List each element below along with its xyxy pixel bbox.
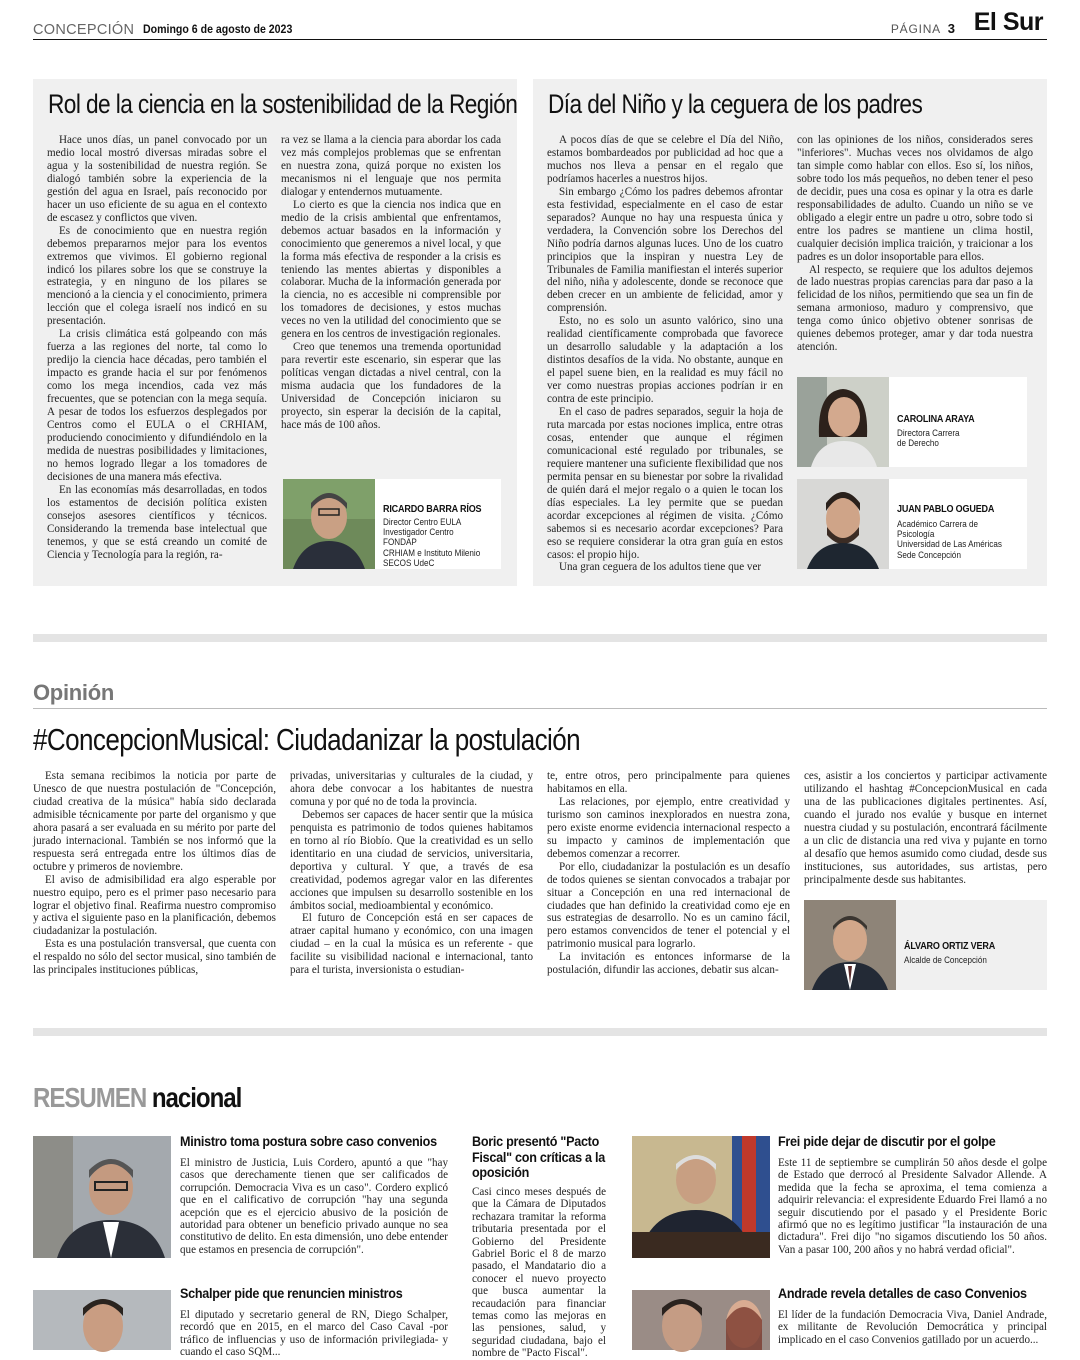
author-photo — [797, 479, 889, 569]
author-card — [804, 900, 1047, 990]
paragraph: Hace unos días, un panel convocado por un medio local mostró diversas miradas sobre el agua y la sostenibilidad de nuestra región. Se dialogó también sobre la experiencia de la gestión del agua en Israel, país reconocido por hacer un uso eficiente de su agua en el contexto de escasez y conflictos que viven. — [47, 134, 267, 224]
paragraph: El aviso de admisibilidad era algo esperable por nuestro equipo, pero es el primer paso necesario para lograr el objetivo final. Reafirma nuestro compromiso y activa el siguiente paso en la planificación, debemos ciudadanizar la postulación. — [33, 873, 276, 938]
paragraph: Una gran ceguera de los adultos tiene que ver — [559, 561, 762, 574]
author-photo — [283, 479, 375, 569]
section-divider — [33, 634, 1047, 642]
paragraph: El futuro de Concepción está en ser capaces de atraer capital humano y económico, con una imagen ciudad – en la cual la música es un referente - que facilite su visibilidad nacional e internacional, tanto para el turista, inversionista o estudian- — [290, 912, 533, 977]
paragraph: En las economías más desarrolladas, en todos los estamentos de decisión política existen consejos asesores científicos y técnicos. Considerando la tremenda base intelectual que tenemos, y que se está creando un comité de Ciencia y Tecnología para la región, ra- — [47, 483, 267, 561]
section-divider — [33, 1028, 1047, 1036]
edition-date: Domingo 6 de agosto de 2023 — [143, 24, 293, 36]
author-name: CAROLINA ARAYA — [897, 413, 975, 425]
news-photo — [632, 1136, 770, 1258]
paragraph: A pocos días de que se celebre el Día del Niño, estamos bombardeados por publicidad ad hoc que a muchos nos lleva a pensar en el regalo que podríamos hacerles a nuestros hijos. — [547, 134, 783, 185]
paragraph: Sin embargo ¿Cómo los padres debemos afrontar esta festividad, especialmente en el caso de estar separados? Aunque no hay una respuesta única y verdadera, la Convención sobre los Derechos del Niño podría darnos algunas luces. Uno de los cuatro principios que la inspiran y nuestra Ley de Tribunales de Familia manifiestan el interés superior del niño, niña y adolescente, donde se reconoce que deben crecer en un ambiente de felicidad, amor y comprensión. — [547, 185, 783, 315]
article-column-2 — [281, 134, 501, 464]
opinion-column-3 — [547, 770, 790, 992]
opinion-underline — [33, 708, 1047, 709]
opinion-column-4 — [804, 770, 1047, 900]
paragraph: Es de conocimiento que en nuestra región debemos prepararnos mejor para los eventos extremos que vivimos. El gobierno regional indicó los pilares sobre los que se construye la estrategia, y en ninguno de los pilares se mencionó a la ciencia y el conocimiento, primera lección que el colega israelí nos indicó en su presentación. — [47, 224, 267, 328]
author-role: Directora Carrera de Derecho — [897, 428, 960, 449]
paragraph: con las opiniones de los niños, considerados seres "inferiores". Muchas veces nos olvidamos de algo tan simple como hablar con ellos. Eso sí, los niños, sobre todo los más pequeños, no deben tener el peso de decidir, pues una cosa es opinar y la otra es darle responsabilidades de adulto. Cuando un niño se ve obligado a elegir entre un padre u otro, sobre todo si entre los padres se mantiene un clima hostil, cualquier decisión implica traición, y traicionar a los padres es un dolor insoportable para ellos. — [797, 134, 1033, 263]
author-name: ÁLVARO ORTIZ VERA — [904, 940, 996, 952]
newspaper-logo: El Sur — [973, 8, 1043, 36]
paragraph: La invitación es entonces informarse de la postulación, difundir las acciones, debatir sus alcan- — [547, 951, 790, 977]
paragraph: Creo que tenemos una tremenda oportunidad para revertir este escenario, sin esperar que las políticas vengan dictadas a nivel central, con la misma audacia que los fundadores de la Universidad de Concepción iniciaron su proyecto, sin esperar la decisión de la capital, hace más de 100 años. — [281, 341, 501, 431]
article-column-1 — [47, 134, 267, 574]
article-title: Rol de la ciencia en la sostenibilidad de la Región — [48, 89, 518, 119]
page-label: PÁGINA — [890, 22, 941, 36]
author-card — [797, 479, 1027, 569]
paragraph: Por ello, ciudadanizar la postulación es un desafío de todos quienes se sientan convocados a trabajar por situar a Concepción en una red internacional de ciudades que han definido la creatividad como eje en sus estrategias de desarrollo. No es un camino fácil, pero estamos convencidos de tener el potencial y el patrimonio musical para lograrlo. — [547, 860, 790, 951]
author-photo — [797, 377, 889, 467]
paragraph: ces, asistir a los conciertos y participar activamente utilizando el hashtag #ConcepcionMusical en cada una de las publicaciones digitales pertinentes. Así, cuando el jurado nos evalúe y busque en internet nuestra ciudad y su postulación, encontrará fácilmente a un clic de distancia una red viva y pujante en torno al desafío que hemos asumido como ciudad, desde sus instituciones, sus autoridades, sus artistas, pero principalmente desde sus habitantes. — [804, 770, 1047, 886]
author-role: Académico Carrera de Psicología Universidad de Las Américas Sede Concepción — [897, 519, 1002, 560]
news-headline: Schalper pide que renuncien ministros — [180, 1285, 403, 1301]
opinion-column-2 — [290, 770, 533, 992]
author-name: JUAN PABLO OGUEDA — [897, 503, 995, 515]
news-headline: Andrade revela detalles de caso Convenios — [778, 1285, 1027, 1301]
paragraph: Debemos ser capaces de hacer sentir que la música penquista es patrimonio de todos quienes habitamos en torno al río Biobío. Que la creatividad es un sello identitario en una ciudad de servicios, universitaria, deportiva y cultural. Y que, a través de esa creatividad, podemos agregar valor en las diferentes acciones que impulsen su desarrollo sostenible en los ámbitos social, medioambiental y económico. — [290, 808, 533, 912]
paragraph: Esta semana recibimos la noticia por parte de Unesco de que nuestra postulación de "Concepción, ciudad creativa de la música" había sido declarada admisible técnicamente por parte del organismo y que ahora pasará a ser evaluada en su mérito por parte del jurado internacional. También se nos informó que la respuesta será entregada entre los últimos días de octubre y primeros de noviembre. — [33, 770, 276, 873]
author-role: Alcalde de Concepción — [904, 955, 987, 965]
article-ciencia — [33, 79, 517, 586]
author-role: Director Centro EULA Investigador Centro FONDAP CRHIAM e Instituto Milenio SECOS UdeC — [383, 517, 481, 568]
paragraph: privadas, universitarias y culturales de la ciudad, y ahora debe convocar a los habitantes de nuestra comuna y por qué no de toda la provincia. — [290, 770, 533, 808]
paragraph: ra vez se llama a la ciencia para abordar los cada vez más complejos problemas que se enfrentan en nuestra zona, quizá porque no existen los mecanismos ni el lenguaje que nos permita dialogar y entendernos mutuamente. — [281, 134, 501, 198]
author-photo — [804, 900, 896, 990]
opinion-column-1 — [33, 770, 276, 992]
page-number: 3 — [947, 21, 955, 36]
paragraph: Al respecto, se requiere que los adultos dejemos de lado nuestras propias carencias para dar paso a la felicidad de los niños, permitiendo que sea un fin de semana armonioso, maduro y comprensivo, que tenga como único objetivo obtener sonrisas de quienes debemos proteger, amar y dar toda nuestra atención. — [797, 263, 1033, 354]
article-title: Día del Niño y la ceguera de los padres — [548, 89, 923, 119]
article-column-1 — [547, 134, 783, 574]
news-body: El diputado y secretario general de RN, Diego Schalper, recordó que en 2015, en el marco del Caso Caval -por tráfico de influencias y uso de información privilegiada- y cuando el caso SQM... — [180, 1309, 448, 1359]
resumen-label-light: RESUMEN — [33, 1082, 147, 1113]
section-name: CONCEPCIÓN — [33, 22, 135, 38]
author-card — [797, 377, 1027, 467]
news-body: Casi cinco meses después de que la Cámara de Diputados rechazara tramitar la reforma tributaria presentada por el Gobierno del Presidente Gabriel Boric el 8 de marzo pasado, el Mandatario dio a conocer el nuevo proyecto que busca aumentar la recaudación para financiar temas como las mejoras en las pensiones, salud, y seguridad ciudadana, bajo el nombre de "Pacto Fiscal". — [472, 1186, 606, 1360]
author-card — [283, 479, 501, 569]
news-headline: Ministro toma postura sobre caso convenios — [180, 1133, 437, 1149]
paragraph: Esta es una postulación transversal, que cuenta con el respaldo no sólo del sector musical, sino también de las principales instituciones públicas, — [33, 938, 276, 977]
news-photo — [632, 1290, 770, 1350]
news-headline: Frei pide dejar de discutir por el golpe — [778, 1133, 996, 1149]
news-photo — [33, 1290, 171, 1350]
page-header — [33, 8, 1047, 40]
resumen-label-bold: nacional — [151, 1082, 242, 1113]
opinion-label: Opinión — [33, 680, 114, 705]
paragraph: Esto, no es solo un asunto valórico, sino una realidad científicamente comprobada que favorece un desarrollo saludable y la adaptación a los distintos desafíos de la vida. No obstante, aunque en el papel suene bien, en la realidad es muy fácil no ver como nuestras propias acciones podrían ir en contra de este principio. — [547, 315, 783, 406]
paragraph: Las relaciones, por ejemplo, entre creatividad y turismo son caminos inexplorados en nuestra zona, pero existe enorme evidencia internacional respecto a su impacto y caminos de implementación que debemos comenzar a recorrer. — [547, 795, 790, 860]
paragraph: te, entre otros, pero principalmente para quienes habitamos en ella. — [547, 770, 790, 795]
news-body: Este 11 de septiembre se cumplirán 50 años desde el golpe de Estado que derrocó al Presidente Salvador Allende. A medida que la fecha se aproxima, el tema comienza a adquirir relevancia: el expresidente Eduardo Frei llamó a no seguir discutiendo por el pasado y el Presidente Boric afirmó que no es legítimo justificar "la instauración de una dictadura". Frei dijo "no sigamos discutiendo los 50 años. Van a pasar 100, 200 años y no habrá verdad oficial". — [778, 1157, 1047, 1256]
author-name: RICARDO BARRA RÍOS — [383, 503, 482, 515]
article-dia-del-nino — [533, 79, 1047, 586]
news-headline: Boric presentó "Pacto Fiscal" con críticas a la oposición — [472, 1133, 606, 1180]
news-photo — [33, 1136, 171, 1258]
paragraph: En el caso de padres separados, seguir la hoja de ruta marcada por estas nociones implica, entre otras cosas, entender que aunque el régimen comunicacional esté regulado por tribunales, se requiere mantener una suficiente flexibilidad que nos permita pensar en su bienestar por sobre la rivalidad de quién dará el mejor regalo o a quien le tocan los días especiales. La ley permite que se puedan acordar excepciones al régimen de visita. ¿Cómo sabemos si es necesario acordar excepciones? Para eso se requiere considerar la otra gran guía en estos casos: el propio hijo. — [547, 406, 783, 561]
opinion-title: #ConcepcionMusical: Ciudadanizar la postulación — [33, 722, 581, 757]
resumen-label — [33, 1082, 241, 1114]
news-body: El ministro de Justicia, Luis Cordero, apuntó a que "hay casos que derechamente tienen que ser calificados de corrupción. Democracia Viva es un caso". Cordero explicó que en el calificativo de corrupción "hay una segunda acepción que es el ejercicio abusivo de la posición de autoridad para obtener un beneficio privado aunque no sea constitutivo de delito. En esta dimensión, uno debe entender que estamos en presencia de corrupción". — [180, 1157, 448, 1256]
paragraph: La crisis climática está golpeando con más fuerza a las regiones del norte, tal como lo predijo la ciencia hace décadas, pero también el impacto es grande hacia el sur por fenómenos como los mega incendios, cada vez más frecuentes, que se potencian con la mega sequía. A pesar de todos los esfuerzos desplegados por Centros como el EULA o el CRHIAM, produciendo conocimiento y difundiéndolo en la medida de nuestras posibilidades y limitaciones, no hemos logrado llegar a los tomadores de decisiones de una manera más efectiva. — [47, 328, 267, 483]
news-body: El líder de la fundación Democracia Viva, Daniel Andrade, ex militante de Revolución Democrática y principal implicado en el caso Convenios gatillado por un acuerdo... — [778, 1309, 1047, 1346]
paragraph: Lo cierto es que la ciencia nos indica que en medio de la crisis ambiental que enfrentamos, debemos actuar basados en la información y conocimiento que generemos a nivel local, y que la forma más efectiva de responder a la crisis es teniendo las mentes abiertas y disponibles a colaborar. Mucha de la información generada por la ciencia, no es accesible ni comprensible por los tomadores de decisiones, y estos muchas veces no ven la utilidad del conocimiento que se genera en los centros de investigación regionales. — [281, 198, 501, 341]
article-column-2 — [797, 134, 1033, 369]
